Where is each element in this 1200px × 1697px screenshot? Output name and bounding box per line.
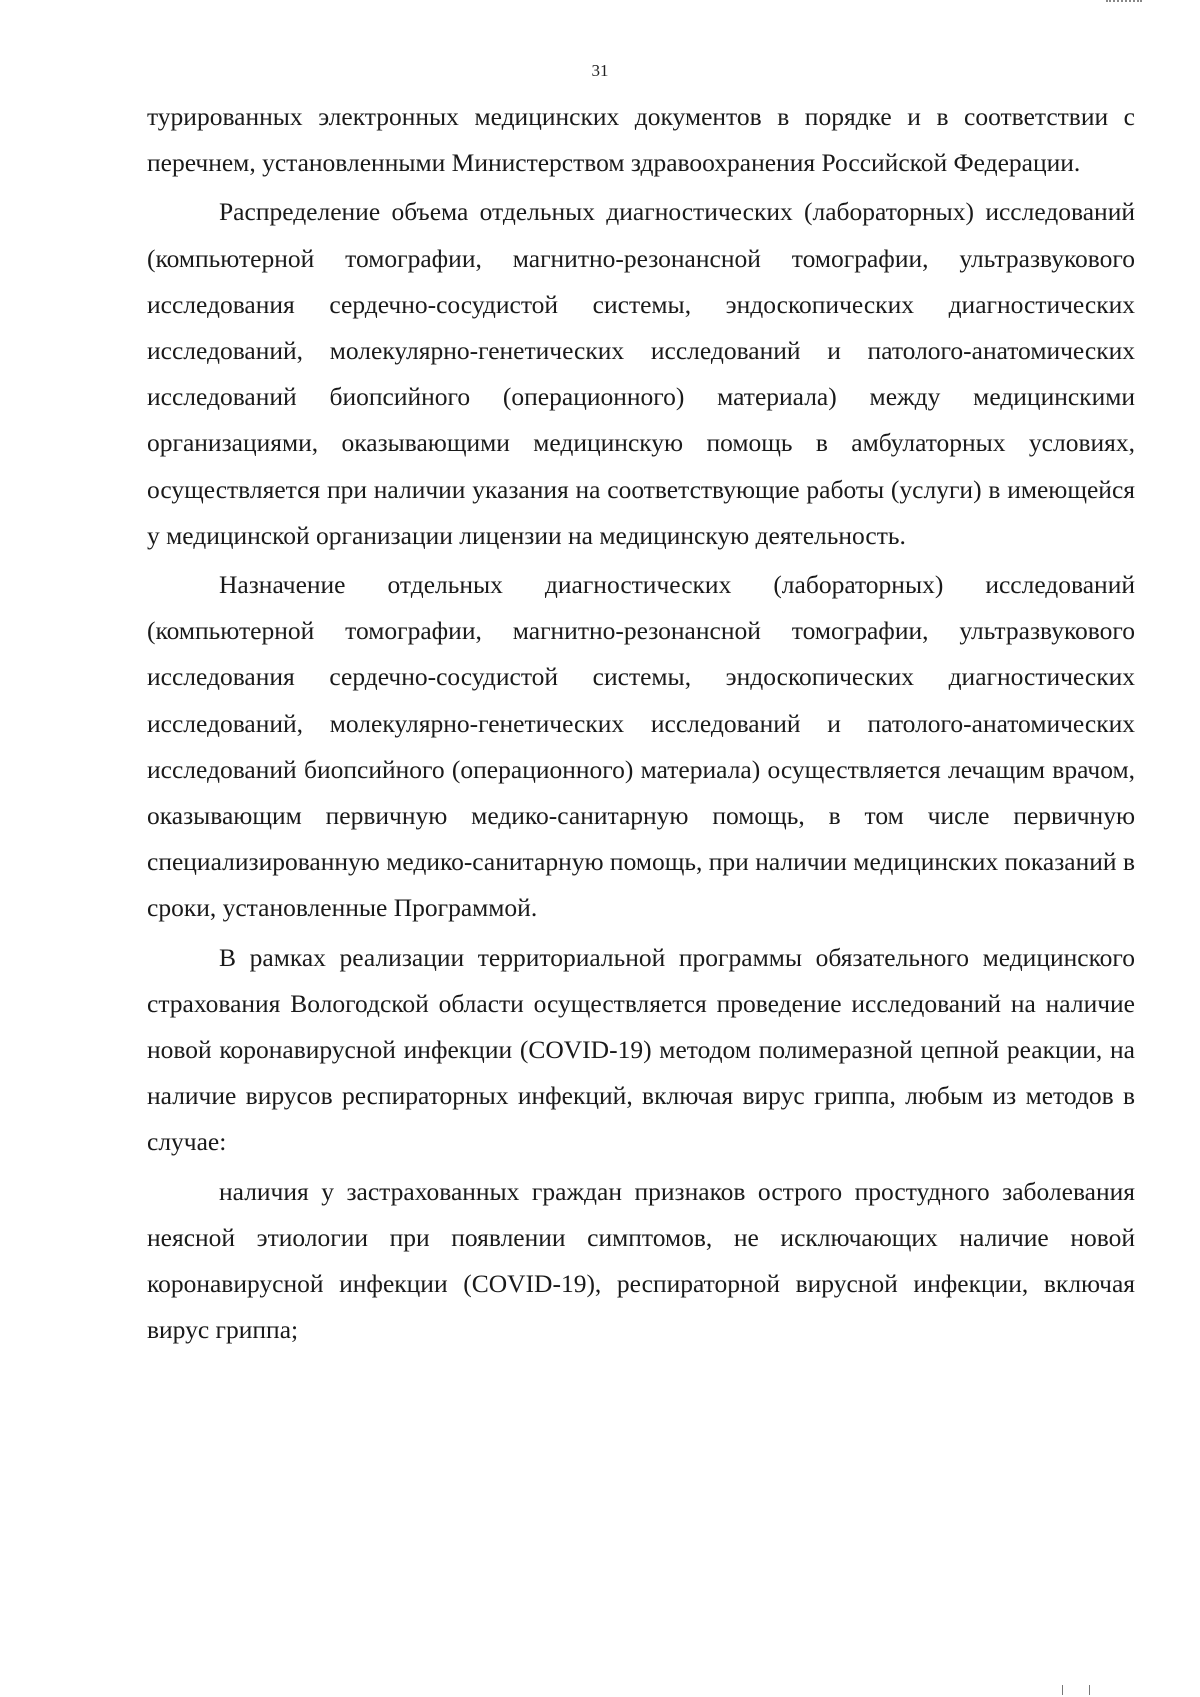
scan-edge-mark bbox=[1106, 0, 1142, 6]
page-number: 31 bbox=[591, 61, 609, 80]
paragraph-appointment: Назначение отдельных диагностических (лабораторных) исследований (компьютерной томографии, магнитно-резонансной томографии, ультразвукового исследования сердечно-сосудистой системы, эндоскопических диагностических исследований, молекулярно-генетических исследований и патолого-анатомических исследований биопсийного (операционного) материала) осуществляется лечащим врачом, оказывающим первичную медико-санитарную помощь, в том числе первичную специализированную медико-санитарную помощь, при наличии медицинских показаний в сроки, установленные Программой. bbox=[147, 570, 1135, 923]
body-text bbox=[147, 94, 1135, 1356]
paragraph-continuation: турированных электронных медицинских документов в порядке и в соответствии с перечнем, установленными Министерством здравоохранения Российской Федерации. bbox=[147, 102, 1135, 178]
paragraph-covid-testing: В рамках реализации территориальной программы обязательного медицинского страхования Вологодской области осуществляется проведение исследований на наличие новой коронавирусной инфекции (COVID-19) методом полимеразной цепной реакции, на наличие вирусов респираторных инфекций, включая вирус гриппа, любым из методов в случае: bbox=[147, 942, 1135, 1157]
paragraph-symptoms: наличия у застрахованных граждан признаков острого простудного заболевания неясной этиологии при появлении симптомов, не исключающих наличие новой коронавирусной инфекции (COVID-19), респираторной вирусной инфекции, включая вирус гриппа; bbox=[147, 1176, 1135, 1345]
paragraph-distribution: Распределение объема отдельных диагностических (лабораторных) исследований (компьютерной томографии, магнитно-резонансной томографии, ультразвукового исследования сердечно-сосудистой системы, эндоскопических диагностических исследований, молекулярно-генетических исследований и патолого-анатомических исследований биопсийного (операционного) материала) между медицинскими организациями, оказывающими медицинскую помощь в амбулаторных условиях, осуществляется при наличии указания на соответствующие работы (услуги) в имеющейся у медицинской организации лицензии на медицинскую деятельность. bbox=[147, 197, 1135, 550]
scan-edge-mark-bottom bbox=[1062, 1685, 1090, 1695]
